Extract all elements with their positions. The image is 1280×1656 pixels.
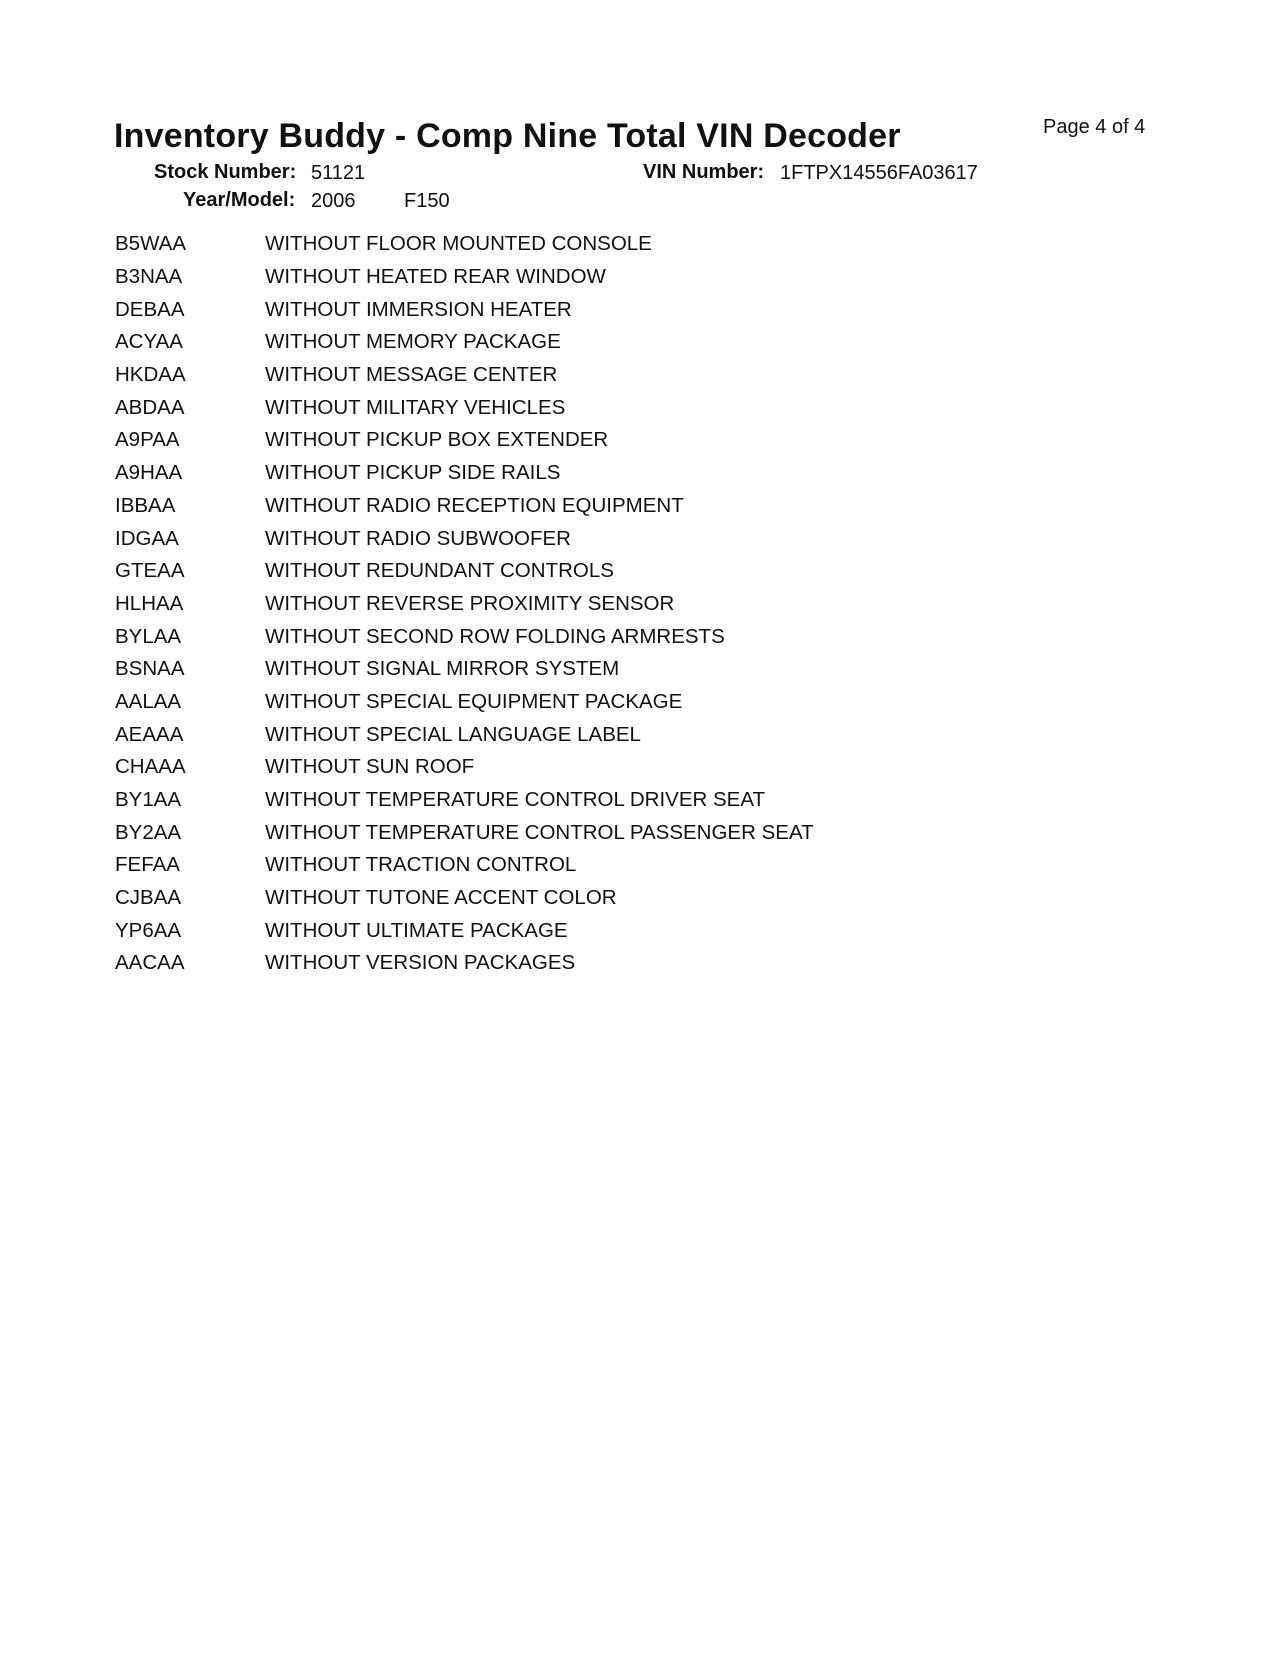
option-row (115, 816, 814, 849)
option-code: B5WAA (115, 232, 187, 256)
option-row (115, 293, 814, 326)
option-row (115, 686, 814, 719)
options-list (115, 228, 814, 980)
option-row (115, 947, 814, 980)
option-description: WITHOUT TEMPERATURE CONTROL PASSENGER SEAT (265, 820, 814, 844)
vin-number-value: 1FTPX14556FA03617 (780, 162, 978, 184)
option-row (115, 849, 814, 882)
option-code: AEAAA (115, 722, 184, 746)
option-description: WITHOUT SPECIAL EQUIPMENT PACKAGE (265, 689, 683, 713)
option-code: CHAAA (115, 755, 186, 779)
option-row (115, 424, 814, 457)
option-row (115, 914, 814, 947)
option-row (115, 457, 814, 490)
option-row (115, 555, 814, 588)
option-row (115, 620, 814, 653)
option-description: WITHOUT IMMERSION HEATER (265, 297, 572, 321)
option-code: GTEAA (115, 559, 185, 583)
option-description: WITHOUT REDUNDANT CONTROLS (265, 559, 614, 583)
year-value: 2006 (311, 190, 356, 212)
option-description: WITHOUT SIGNAL MIRROR SYSTEM (265, 657, 620, 681)
model-value: F150 (404, 190, 450, 212)
option-row (115, 653, 814, 686)
stock-number-value: 51121 (311, 162, 366, 184)
option-row (115, 751, 814, 784)
option-row (115, 391, 814, 424)
option-code: CJBAA (115, 886, 182, 910)
option-code: BYLAA (115, 624, 182, 648)
option-description: WITHOUT REVERSE PROXIMITY SENSOR (265, 591, 675, 615)
option-description: WITHOUT MILITARY VEHICLES (265, 395, 566, 419)
option-description: WITHOUT ULTIMATE PACKAGE (265, 918, 568, 942)
option-row (115, 359, 814, 392)
year-model-label: Year/Model: (183, 189, 296, 211)
option-row (115, 326, 814, 359)
option-code: A9PAA (115, 428, 180, 452)
vin-number-label: VIN Number: (643, 161, 765, 183)
option-row (115, 228, 814, 261)
option-row (115, 588, 814, 621)
option-description: WITHOUT MEMORY PACKAGE (265, 330, 561, 354)
option-description: WITHOUT HEATED REAR WINDOW (265, 265, 606, 289)
option-description: WITHOUT FLOOR MOUNTED CONSOLE (265, 232, 652, 256)
option-description: WITHOUT VERSION PACKAGES (265, 951, 576, 975)
page-number: Page 4 of 4 (1043, 116, 1146, 138)
option-description: WITHOUT PICKUP BOX EXTENDER (265, 428, 609, 452)
option-code: IBBAA (115, 493, 176, 517)
option-code: AACAA (115, 951, 185, 975)
option-row (115, 784, 814, 817)
option-code: HLHAA (115, 591, 184, 615)
option-code: IDGAA (115, 526, 179, 550)
option-description: WITHOUT SUN ROOF (265, 755, 475, 779)
option-description: WITHOUT RADIO SUBWOOFER (265, 526, 571, 550)
option-description: WITHOUT SECOND ROW FOLDING ARMRESTS (265, 624, 725, 648)
option-description: WITHOUT RADIO RECEPTION EQUIPMENT (265, 493, 684, 517)
option-code: DEBAA (115, 297, 185, 321)
option-description: WITHOUT TEMPERATURE CONTROL DRIVER SEAT (265, 788, 766, 812)
option-code: HKDAA (115, 363, 186, 387)
document-title: Inventory Buddy - Comp Nine Total VIN Decoder (114, 117, 901, 155)
option-code: B3NAA (115, 265, 183, 289)
option-code: ACYAA (115, 330, 183, 354)
option-row (115, 490, 814, 523)
option-row (115, 882, 814, 915)
option-code: AALAA (115, 689, 182, 713)
option-code: BY1AA (115, 788, 182, 812)
option-description: WITHOUT TRACTION CONTROL (265, 853, 577, 877)
option-code: BSNAA (115, 657, 185, 681)
option-code: YP6AA (115, 918, 182, 942)
option-code: BY2AA (115, 820, 182, 844)
option-code: FEFAA (115, 853, 180, 877)
option-description: WITHOUT SPECIAL LANGUAGE LABEL (265, 722, 641, 746)
option-code: A9HAA (115, 461, 183, 485)
option-row (115, 522, 814, 555)
option-code: ABDAA (115, 395, 185, 419)
option-description: WITHOUT PICKUP SIDE RAILS (265, 461, 561, 485)
option-row (115, 718, 814, 751)
option-description: WITHOUT TUTONE ACCENT COLOR (265, 886, 617, 910)
option-description: WITHOUT MESSAGE CENTER (265, 363, 558, 387)
option-row (115, 261, 814, 294)
stock-number-label: Stock Number: (154, 161, 297, 183)
